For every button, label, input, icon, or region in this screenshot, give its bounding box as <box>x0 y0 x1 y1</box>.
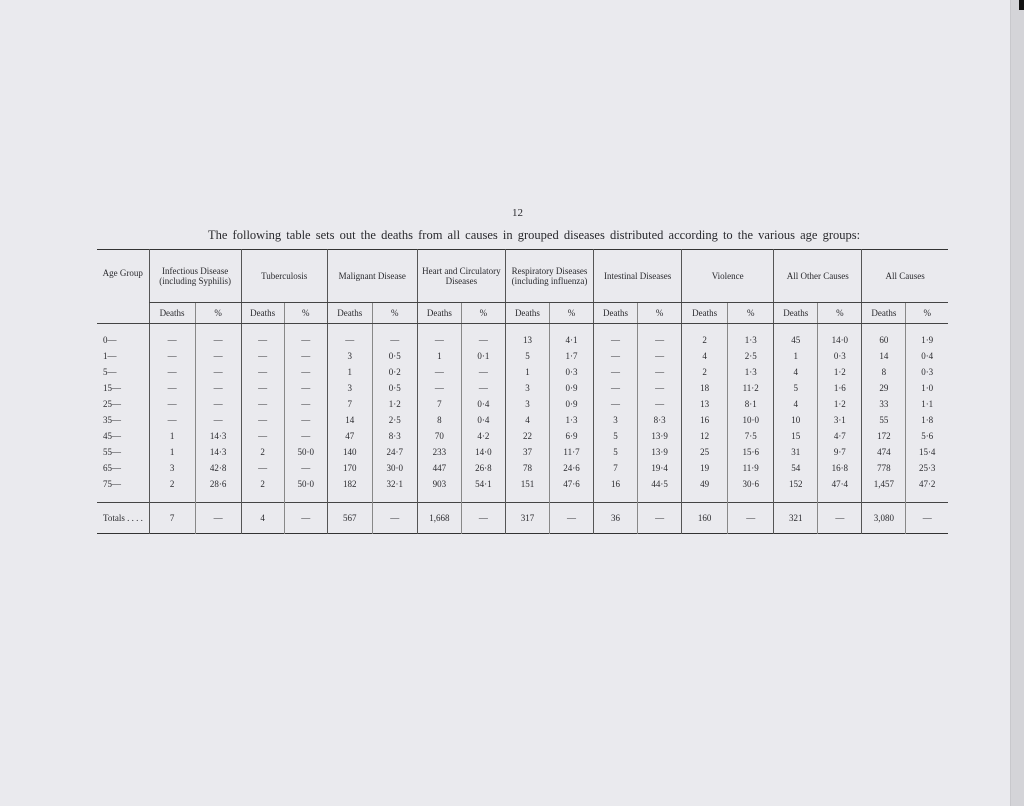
deaths-cell: 7 <box>594 460 638 476</box>
percent-cell: 0·9 <box>549 380 593 396</box>
deaths-cell: — <box>241 348 284 364</box>
percent-cell: 15·4 <box>906 444 948 460</box>
deaths-subheader: Deaths <box>505 303 549 324</box>
deaths-cell: 10 <box>774 412 818 428</box>
deaths-cell: 8 <box>417 412 461 428</box>
percent-cell: — <box>284 332 327 348</box>
percent-cell: 1·8 <box>906 412 948 428</box>
age-group-cell: 45— <box>103 431 121 441</box>
group-header: Violence <box>682 250 774 303</box>
deaths-cell: 3,080 <box>862 503 906 534</box>
deaths-cell: 31 <box>774 444 818 460</box>
deaths-cell: 29 <box>862 380 906 396</box>
percent-cell: 47·2 <box>906 476 948 492</box>
percent-cell: 24·6 <box>549 460 593 476</box>
percent-cell: 0·3 <box>549 364 593 380</box>
percent-cell: 0·4 <box>461 412 505 428</box>
deaths-subheader: Deaths <box>417 303 461 324</box>
percent-subheader: % <box>549 303 593 324</box>
deaths-subheader: Deaths <box>327 303 372 324</box>
percent-cell: 44·5 <box>638 476 682 492</box>
deaths-cell: 1 <box>149 428 195 444</box>
deaths-cell: 3 <box>327 380 372 396</box>
percent-cell: 14·3 <box>195 428 241 444</box>
deaths-cell: — <box>327 332 372 348</box>
percent-cell: 28·6 <box>195 476 241 492</box>
deaths-cell: — <box>149 396 195 412</box>
table-body <box>97 324 948 534</box>
deaths-cell: 7 <box>327 396 372 412</box>
deaths-cell: 12 <box>682 428 728 444</box>
deaths-cell: 37 <box>505 444 549 460</box>
percent-cell: 50·0 <box>284 444 327 460</box>
percent-cell: 15·6 <box>728 444 774 460</box>
table-row <box>97 444 948 460</box>
deaths-subheader: Deaths <box>594 303 638 324</box>
deaths-subheader: Deaths <box>149 303 195 324</box>
group-header: All Other Causes <box>774 250 862 303</box>
deaths-subheader: Deaths <box>774 303 818 324</box>
deaths-cell: 1 <box>327 364 372 380</box>
percent-cell: 13·9 <box>638 428 682 444</box>
deaths-cell: 172 <box>862 428 906 444</box>
percent-cell: — <box>638 396 682 412</box>
deaths-cell: 19 <box>682 460 728 476</box>
deaths-cell: 4 <box>241 503 284 534</box>
deaths-cell: 2 <box>241 476 284 492</box>
percent-cell: — <box>195 380 241 396</box>
deaths-cell: 5 <box>774 380 818 396</box>
percent-cell: — <box>638 380 682 396</box>
deaths-cell: 16 <box>682 412 728 428</box>
deaths-cell: 170 <box>327 460 372 476</box>
deaths-cell: 1,668 <box>417 503 461 534</box>
percent-cell: 8·3 <box>372 428 417 444</box>
percent-cell: 1·2 <box>818 396 862 412</box>
percent-cell: — <box>372 503 417 534</box>
deaths-cell: — <box>241 332 284 348</box>
deaths-cell: 49 <box>682 476 728 492</box>
group-header: Tuberculosis <box>241 250 327 303</box>
deaths-cell: 45 <box>774 332 818 348</box>
table-row <box>97 364 948 380</box>
deaths-cell: — <box>417 332 461 348</box>
deaths-cell: 160 <box>682 503 728 534</box>
group-header: Heart and Circulatory Diseases <box>417 250 505 303</box>
percent-cell: 54·1 <box>461 476 505 492</box>
percent-cell: 1·0 <box>906 380 948 396</box>
group-header: All Causes <box>862 250 948 303</box>
age-group-cell: 0— <box>103 335 117 345</box>
deaths-cell: 4 <box>774 396 818 412</box>
spacer-row <box>97 324 948 333</box>
percent-cell: 1·1 <box>906 396 948 412</box>
percent-cell: 4·7 <box>818 428 862 444</box>
percent-cell: 1·9 <box>906 332 948 348</box>
deaths-cell: 1 <box>505 364 549 380</box>
deaths-cell: — <box>241 428 284 444</box>
deaths-cell: 4 <box>505 412 549 428</box>
percent-cell: 0·3 <box>906 364 948 380</box>
deaths-cell: 3 <box>505 396 549 412</box>
percent-cell: 1·2 <box>372 396 417 412</box>
percent-cell: 1·6 <box>818 380 862 396</box>
deaths-cell: — <box>594 380 638 396</box>
age-group-cell: 55— <box>103 447 121 457</box>
deaths-cell: — <box>241 380 284 396</box>
percent-cell: — <box>195 396 241 412</box>
deaths-cell: 3 <box>149 460 195 476</box>
deaths-cell: 2 <box>682 364 728 380</box>
table-row <box>97 460 948 476</box>
percent-cell: 47·6 <box>549 476 593 492</box>
percent-cell: 25·3 <box>906 460 948 476</box>
table-row <box>97 476 948 492</box>
deaths-cell: 14 <box>862 348 906 364</box>
deaths-cell: — <box>149 348 195 364</box>
age-group-cell: 65— <box>103 463 121 473</box>
percent-cell: — <box>818 503 862 534</box>
deaths-cell: 567 <box>327 503 372 534</box>
deaths-cell: — <box>594 332 638 348</box>
percent-cell: 24·7 <box>372 444 417 460</box>
deaths-cell: 36 <box>594 503 638 534</box>
age-group-cell: 5— <box>103 367 117 377</box>
deaths-cell: — <box>149 380 195 396</box>
percent-cell: 14·0 <box>818 332 862 348</box>
percent-cell: 4·1 <box>549 332 593 348</box>
deaths-cell: 182 <box>327 476 372 492</box>
percent-cell: 32·1 <box>372 476 417 492</box>
percent-cell: — <box>284 428 327 444</box>
percent-cell: — <box>195 364 241 380</box>
deaths-cell: 1 <box>417 348 461 364</box>
percent-cell: — <box>638 332 682 348</box>
percent-cell: 10·0 <box>728 412 774 428</box>
deaths-cell: 2 <box>682 332 728 348</box>
percent-cell: — <box>906 503 948 534</box>
deaths-cell: 13 <box>682 396 728 412</box>
percent-cell: 7·5 <box>728 428 774 444</box>
percent-cell: 0·5 <box>372 380 417 396</box>
percent-cell: — <box>284 460 327 476</box>
deaths-cell: 25 <box>682 444 728 460</box>
percent-cell: 47·4 <box>818 476 862 492</box>
deaths-cell: 317 <box>505 503 549 534</box>
deaths-cell: 447 <box>417 460 461 476</box>
age-group-header: Age Group <box>97 250 149 324</box>
percent-cell: — <box>284 364 327 380</box>
deaths-cell: 152 <box>774 476 818 492</box>
table-row <box>97 412 948 428</box>
deaths-cell: 54 <box>774 460 818 476</box>
deaths-cell: 3 <box>594 412 638 428</box>
percent-cell: 0·1 <box>461 348 505 364</box>
percent-cell: 1·3 <box>728 364 774 380</box>
percent-cell: — <box>549 503 593 534</box>
percent-subheader: % <box>372 303 417 324</box>
percent-cell: 19·4 <box>638 460 682 476</box>
percent-cell: — <box>284 348 327 364</box>
percent-cell: 8·1 <box>728 396 774 412</box>
percent-cell: — <box>195 348 241 364</box>
age-group-cell: 15— <box>103 383 121 393</box>
deaths-cell: 70 <box>417 428 461 444</box>
deaths-cell: — <box>594 364 638 380</box>
percent-cell: 42·8 <box>195 460 241 476</box>
age-group-cell: 1— <box>103 351 117 361</box>
percent-subheader: % <box>906 303 948 324</box>
percent-cell: 50·0 <box>284 476 327 492</box>
percent-cell: — <box>461 380 505 396</box>
deaths-cell: — <box>241 412 284 428</box>
percent-cell: — <box>284 396 327 412</box>
group-header-row <box>97 250 948 303</box>
percent-cell: 0·9 <box>549 396 593 412</box>
deaths-cell: 7 <box>149 503 195 534</box>
percent-cell: — <box>195 412 241 428</box>
deaths-cell: — <box>417 380 461 396</box>
deaths-cell: 140 <box>327 444 372 460</box>
percent-cell: 0·4 <box>461 396 505 412</box>
deaths-cell: 15 <box>774 428 818 444</box>
percent-cell: — <box>195 503 241 534</box>
percent-cell: — <box>284 412 327 428</box>
deaths-cell: 5 <box>594 428 638 444</box>
table-row <box>97 380 948 396</box>
totals-row <box>97 503 948 534</box>
mortality-table <box>97 249 948 534</box>
percent-cell: 1·7 <box>549 348 593 364</box>
deaths-cell: 5 <box>594 444 638 460</box>
deaths-subheader: Deaths <box>682 303 728 324</box>
percent-cell: — <box>638 348 682 364</box>
deaths-cell: 16 <box>594 476 638 492</box>
deaths-cell: 5 <box>505 348 549 364</box>
deaths-cell: — <box>241 396 284 412</box>
percent-cell: 14·3 <box>195 444 241 460</box>
deaths-cell: 474 <box>862 444 906 460</box>
deaths-cell: 33 <box>862 396 906 412</box>
deaths-cell: 903 <box>417 476 461 492</box>
percent-cell: 1·3 <box>728 332 774 348</box>
percent-subheader: % <box>818 303 862 324</box>
deaths-cell: 47 <box>327 428 372 444</box>
percent-subheader: % <box>638 303 682 324</box>
deaths-cell: 778 <box>862 460 906 476</box>
deaths-cell: 233 <box>417 444 461 460</box>
deaths-cell: 3 <box>505 380 549 396</box>
percent-cell: 11·2 <box>728 380 774 396</box>
percent-cell: — <box>728 503 774 534</box>
deaths-cell: 2 <box>149 476 195 492</box>
deaths-cell: 321 <box>774 503 818 534</box>
percent-subheader: % <box>195 303 241 324</box>
deaths-cell: 2 <box>241 444 284 460</box>
age-group-cell: 35— <box>103 415 121 425</box>
percent-cell: 1·3 <box>549 412 593 428</box>
deaths-subheader: Deaths <box>862 303 906 324</box>
percent-cell: 1·2 <box>818 364 862 380</box>
percent-subheader: % <box>461 303 505 324</box>
deaths-cell: — <box>241 460 284 476</box>
deaths-cell: 4 <box>682 348 728 364</box>
percent-cell: 6·9 <box>549 428 593 444</box>
percent-cell: 0·5 <box>372 348 417 364</box>
deaths-cell: 1 <box>774 348 818 364</box>
deaths-cell: — <box>417 364 461 380</box>
percent-cell: — <box>638 503 682 534</box>
table-row <box>97 396 948 412</box>
percent-cell: — <box>372 332 417 348</box>
percent-cell: 0·3 <box>818 348 862 364</box>
percent-subheader: % <box>728 303 774 324</box>
deaths-cell: 22 <box>505 428 549 444</box>
group-header: Intestinal Diseases <box>594 250 682 303</box>
deaths-cell: 1 <box>149 444 195 460</box>
deaths-cell: 14 <box>327 412 372 428</box>
deaths-cell: 1,457 <box>862 476 906 492</box>
deaths-cell: 4 <box>774 364 818 380</box>
percent-cell: 5·6 <box>906 428 948 444</box>
percent-cell: — <box>461 364 505 380</box>
deaths-cell: 78 <box>505 460 549 476</box>
percent-cell: 8·3 <box>638 412 682 428</box>
deaths-cell: — <box>241 364 284 380</box>
deaths-cell: 7 <box>417 396 461 412</box>
page-number: 12 <box>512 207 523 219</box>
percent-cell: — <box>638 364 682 380</box>
percent-cell: 16·8 <box>818 460 862 476</box>
deaths-cell: 60 <box>862 332 906 348</box>
percent-cell: — <box>284 503 327 534</box>
table-row <box>97 332 948 348</box>
deaths-cell: — <box>149 412 195 428</box>
percent-cell: 0·2 <box>372 364 417 380</box>
percent-cell: — <box>461 503 505 534</box>
percent-cell: — <box>195 332 241 348</box>
deaths-cell: — <box>149 364 195 380</box>
percent-cell: 11·9 <box>728 460 774 476</box>
percent-cell: 13·9 <box>638 444 682 460</box>
totals-label: Totals . . . . <box>97 503 149 534</box>
percent-cell: 2·5 <box>372 412 417 428</box>
age-group-cell: 75— <box>103 479 121 489</box>
percent-cell: 0·4 <box>906 348 948 364</box>
percent-cell: 2·5 <box>728 348 774 364</box>
sub-header-row <box>97 303 948 324</box>
percent-cell: 3·1 <box>818 412 862 428</box>
deaths-cell: 13 <box>505 332 549 348</box>
deaths-cell: — <box>594 348 638 364</box>
age-group-cell: 25— <box>103 399 121 409</box>
deaths-cell: 151 <box>505 476 549 492</box>
percent-cell: 4·2 <box>461 428 505 444</box>
percent-cell: — <box>461 332 505 348</box>
percent-cell: — <box>284 380 327 396</box>
deaths-subheader: Deaths <box>241 303 284 324</box>
deaths-cell: — <box>149 332 195 348</box>
table-row <box>97 428 948 444</box>
percent-cell: 30·6 <box>728 476 774 492</box>
deaths-cell: — <box>594 396 638 412</box>
percent-cell: 11·7 <box>549 444 593 460</box>
percent-cell: 30·0 <box>372 460 417 476</box>
deaths-cell: 8 <box>862 364 906 380</box>
percent-subheader: % <box>284 303 327 324</box>
deaths-cell: 3 <box>327 348 372 364</box>
percent-cell: 9·7 <box>818 444 862 460</box>
group-header: Malignant Disease <box>327 250 417 303</box>
deaths-cell: 55 <box>862 412 906 428</box>
percent-cell: 14·0 <box>461 444 505 460</box>
percent-cell: 26·8 <box>461 460 505 476</box>
spacer-row <box>97 492 948 503</box>
table-caption: The following table sets out the deaths from all causes in grouped diseases distributed according to the various age groups: <box>208 228 861 242</box>
group-header: Infectious Disease (including Syphilis) <box>149 250 241 303</box>
table-row <box>97 348 948 364</box>
page-edge <box>1010 0 1024 806</box>
deaths-cell: 18 <box>682 380 728 396</box>
group-header: Respiratory Diseases (including influenza) <box>505 250 593 303</box>
